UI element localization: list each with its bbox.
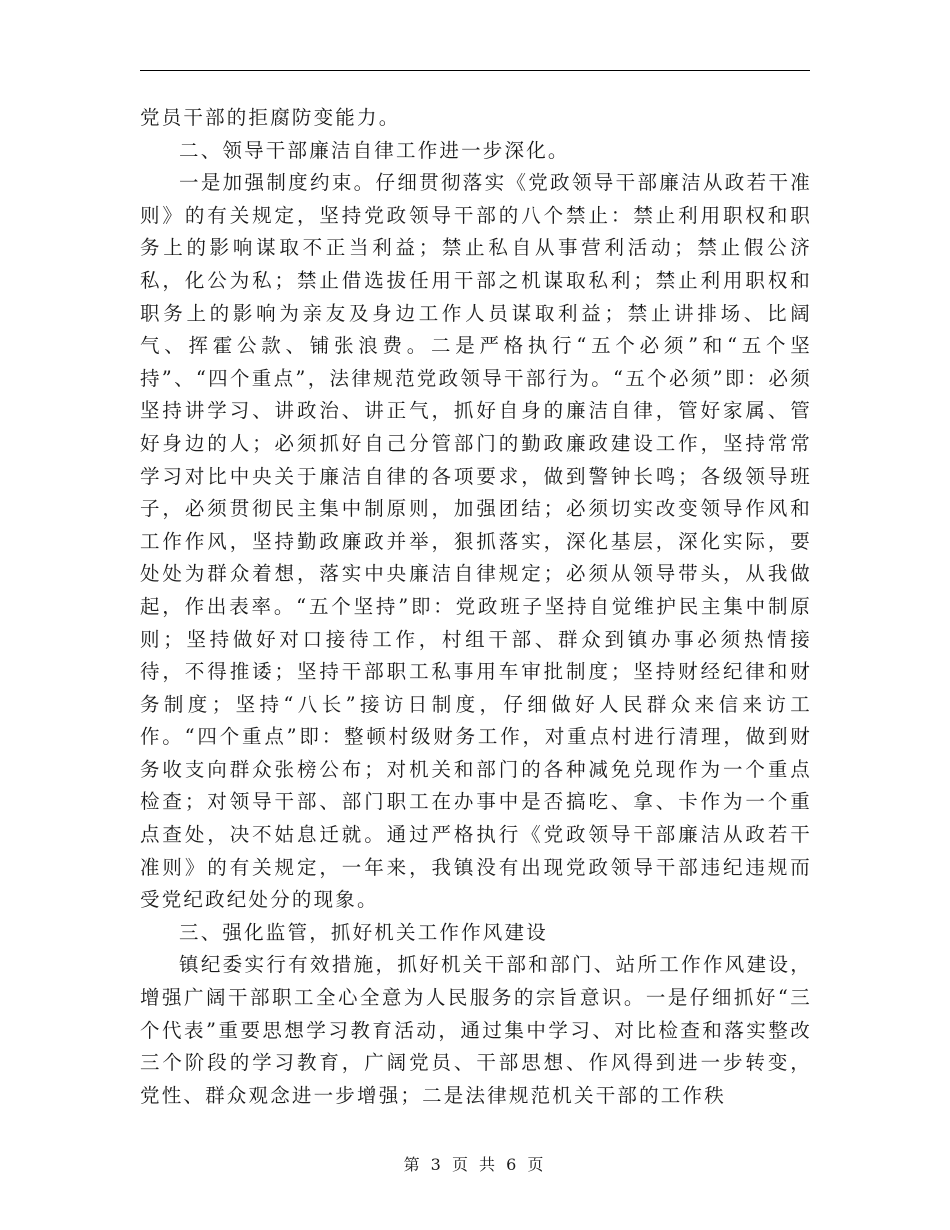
section-heading-3: 三、强化监管，抓好机关工作作风建设 [179,920,548,944]
document-body [140,102,812,1112]
header-rule [140,70,810,71]
paragraph-1: 党员干部的拒腐防变能力。 [140,106,401,129]
paragraph-3: 一是加强制度约束。仔细贯彻落实《党政领导干部廉洁从政若干准则》的有关规定，坚持党政领导干部的八个禁止：禁止利用职权和职务上的影响谋取不正当利益；禁止私自从事营利活动；禁止假公济私，化公为私；禁止借选拔任用干部之机谋取私利；禁止利用职权和职务上的影响为亲友及身边工作人员谋取利益；禁止讲排场、比阔气、挥霍公款、铺张浪费。二是严格执行“五个必须”和“五个坚持”、“四个重点”，法律规范党政领导干部行为。“五个必须”即：必须坚持讲学习、讲政治、讲正气，抓好自身的廉洁自律，管好家属、管好身边的人；必须抓好自己分管部门的勤政廉政建设工作，坚持常常学习对比中央关于廉洁自律的各项要求，做到警钟长鸣；各级领导班子，必须贯彻民主集中制原则，加强团结；必须切实改变领导作风和工作作风，坚持勤政廉政并举，狠抓落实，深化基层，深化实际，要处处为群众着想，落实中央廉洁自律规定；必须从领导带头，从我做起，作出表率。“五个坚持”即：党政班子坚持自觉维护民主集中制原则；坚持做好对口接待工作，村组干部、群众到镇办事必须热情接待，不得推诿；坚持干部职工私事用车审批制度；坚持财经纪律和财务制度；坚持“八长”接访日制度，仔细做好人民群众来信来访工作。“四个重点”即：整顿村级财务工作，对重点村进行清理，做到财务收支向群众张榜公布；对机关和部门的各种减免兑现作为一个重点检查；对领导干部、部门职工在办事中是否搞吃、拿、卡作为一个重点查处，决不姑息迁就。通过严格执行《党政领导干部廉洁从政若干准则》的有关规定，一年来，我镇没有出现党政领导干部违纪违规而受党纪政纪处分的现象。 [140,171,812,912]
page-number-footer: 第 3 页 共 6 页 [403,1155,547,1174]
section-heading-2: 二、领导干部廉洁自律工作进一步深化。 [179,138,570,162]
paragraph-5: 镇纪委实行有效措施，抓好机关干部和部门、站所工作作风建设，增强广阔干部职工全心全意为人民服务的宗旨意识。一是仔细抓好“三个代表”重要思想学习教育活动，通过集中学习、对比检查和落实整改三个阶段的学习教育，广阔党员、干部思想、作风得到进一步转变，党性、群众观念进一步增强；二是法律规范机关干部的工作秩 [140,953,812,1107]
